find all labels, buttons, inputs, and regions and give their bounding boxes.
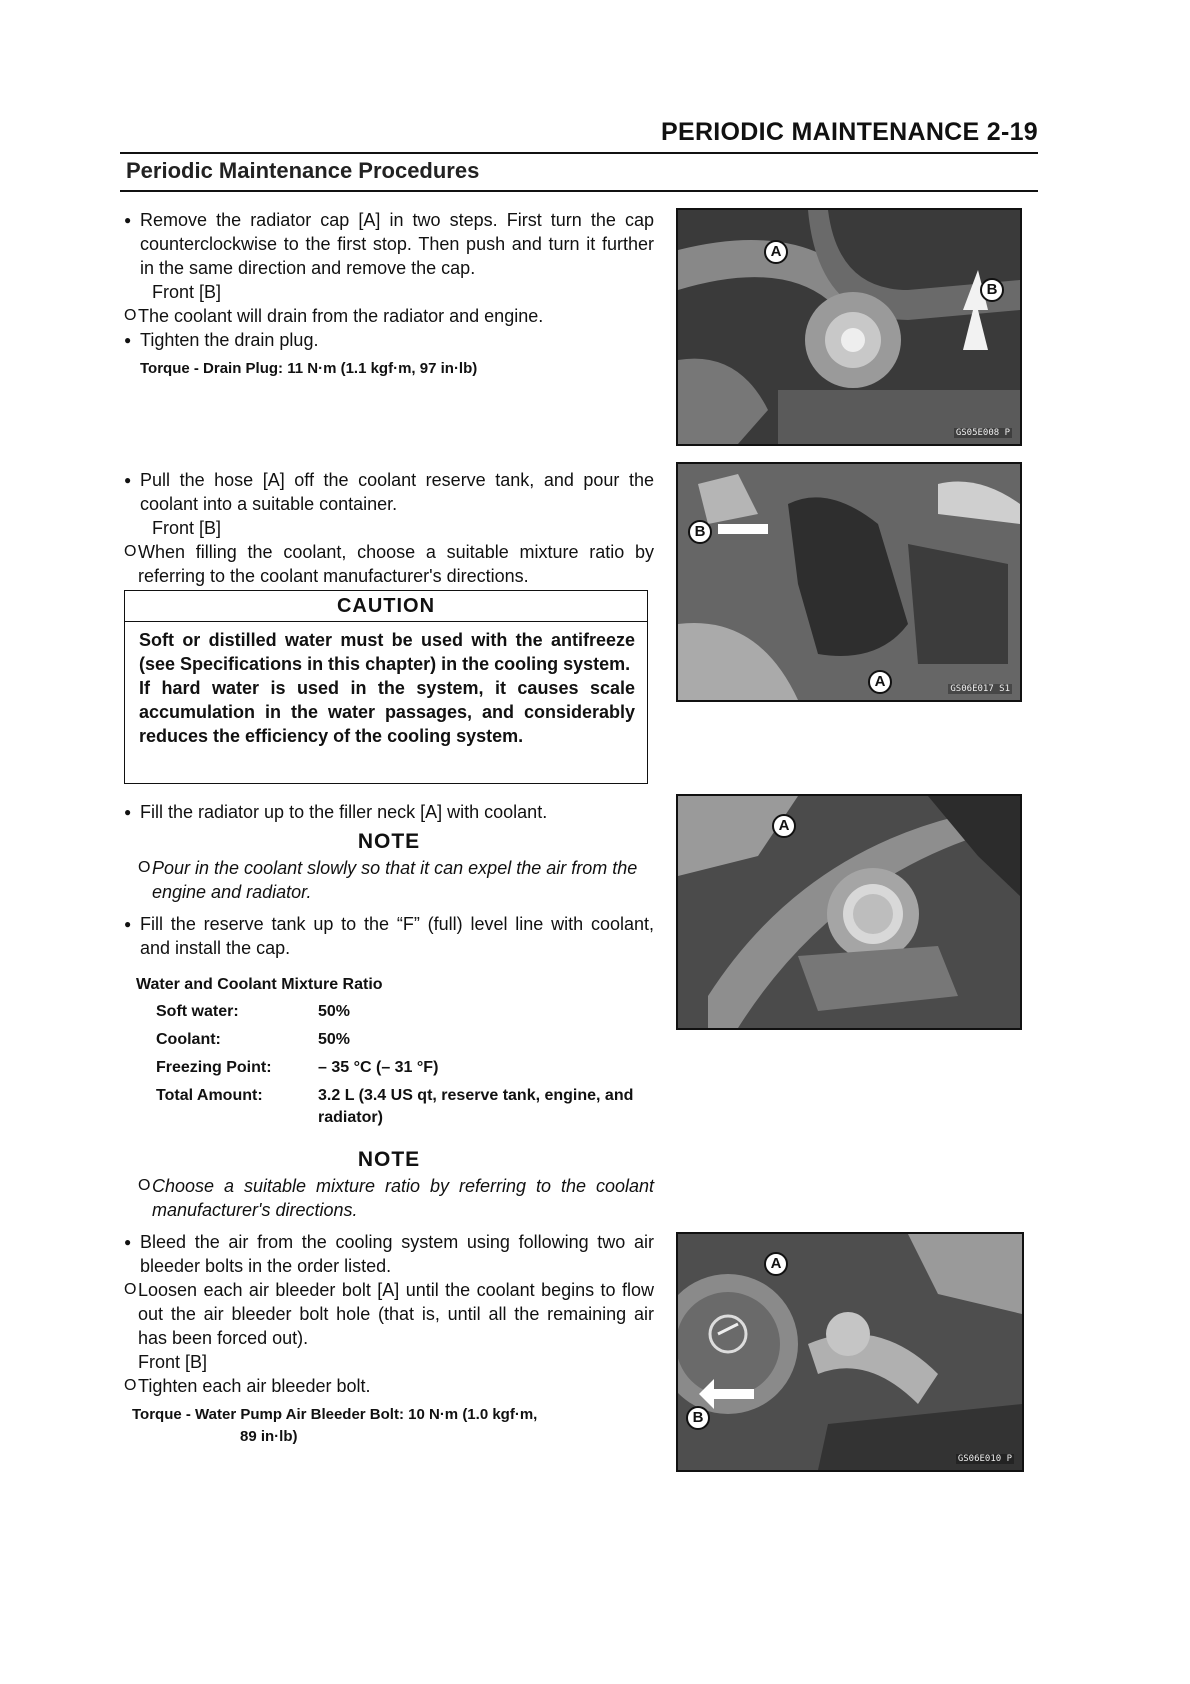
step-fill-radiator bbox=[124, 800, 654, 960]
callout-b: B bbox=[686, 1406, 710, 1430]
photo-radiator-cap-art bbox=[678, 210, 1020, 444]
torque-spec bbox=[124, 1404, 654, 1448]
front-label: Front [B] bbox=[152, 282, 222, 302]
mixture-key: Total Amount: bbox=[156, 1087, 263, 1104]
note-text bbox=[138, 856, 654, 904]
instruction-note: O The coolant will drain from the radiator and engine. bbox=[124, 304, 654, 328]
note-title: NOTE bbox=[357, 830, 421, 853]
figure-code: GS05E008 P bbox=[955, 428, 1010, 438]
mixture-title: Water and Coolant Mixture Ratio bbox=[136, 976, 383, 993]
header-rule bbox=[120, 152, 1038, 154]
mixture-table bbox=[156, 998, 648, 1129]
instruction-note: O When filling the coolant, choose a suitable mixture ratio by referring to the coolant manufacturer's directions. bbox=[124, 540, 654, 588]
mixture-ratio-spec bbox=[136, 972, 656, 1129]
callout-a: A bbox=[764, 1252, 788, 1276]
photo-air-bleeder-art bbox=[678, 1234, 1022, 1470]
callout-b: B bbox=[688, 520, 712, 544]
photo-filler-neck-art bbox=[678, 796, 1020, 1028]
photo-reserve-tank bbox=[676, 462, 1022, 702]
front-label: Front [B] bbox=[152, 518, 222, 538]
instruction-bullet: ● Remove the radiator cap [A] in two steps. First turn the cap counterclockwise to the first stop. Then push and turn it further in the same direction and remove the cap. bbox=[124, 208, 654, 280]
callout-b: B bbox=[980, 278, 1004, 302]
callout-a: A bbox=[772, 814, 796, 838]
torque-spec: Torque - Drain Plug: 11 N·m (1.1 kgf·m, 97 in·lb) bbox=[140, 360, 478, 377]
caution-text bbox=[125, 622, 647, 748]
step-reserve-tank bbox=[124, 468, 654, 588]
section-rule bbox=[120, 190, 1038, 192]
caution-paragraph: Soft or distilled water must be used with the antifreeze (see Specifications in this chapter) in the cooling system. bbox=[139, 630, 635, 674]
mixture-value: – 35 °C (– 31 °F) bbox=[318, 1059, 439, 1076]
mixture-value: 3.2 L (3.4 US qt, reserve tank, engine, and radiator) bbox=[318, 1087, 634, 1126]
callout-a: A bbox=[868, 670, 892, 694]
torque-line: 89 in·lb) bbox=[240, 1428, 298, 1445]
mixture-row bbox=[156, 998, 648, 1026]
mixture-key: Coolant: bbox=[156, 1031, 221, 1048]
mixture-row bbox=[156, 1026, 648, 1054]
front-label: Front [B] bbox=[138, 1352, 208, 1372]
figure-code: GS06E017 S1 bbox=[950, 684, 1010, 694]
mixture-key: Freezing Point: bbox=[156, 1059, 272, 1076]
instruction-bullet: ● Bleed the air from the cooling system using following two air bleeder bolts in the order listed. bbox=[124, 1230, 654, 1278]
callout-a: A bbox=[764, 240, 788, 264]
photo-reserve-tank-art bbox=[678, 464, 1020, 700]
note-text-body: O Pour in the coolant slowly so that it can expel the air from the engine and radiator. bbox=[152, 858, 638, 902]
instruction-note: O Tighten each air bleeder bolt. bbox=[124, 1374, 654, 1398]
step-bleed-air bbox=[124, 1146, 654, 1448]
photo-filler-neck bbox=[676, 794, 1022, 1030]
mixture-row bbox=[156, 1054, 648, 1082]
torque-line: Torque - Water Pump Air Bleeder Bolt: 10 N·m (1.0 kgf·m, bbox=[132, 1406, 538, 1423]
caution-title: CAUTION bbox=[125, 591, 647, 622]
section-title: Periodic Maintenance Procedures bbox=[126, 158, 480, 183]
photo-radiator-cap bbox=[676, 208, 1022, 446]
instruction-bullet: ● Fill the radiator up to the filler neck [A] with coolant. bbox=[124, 800, 654, 824]
mixture-value: 50% bbox=[318, 1031, 351, 1048]
caution-paragraph: If hard water is used in the system, it causes scale accumulation in the water passages, and considerably reduces the efficiency of the cooling system. bbox=[139, 678, 635, 746]
note-text bbox=[138, 1174, 654, 1222]
mixture-value: 50% bbox=[318, 1003, 351, 1020]
mixture-key: Soft water: bbox=[156, 1003, 239, 1020]
note-text-body: O Choose a suitable mixture ratio by referring to the coolant manufacturer's directions. bbox=[152, 1176, 654, 1220]
page-header-title: PERIODIC MAINTENANCE 2-19 bbox=[661, 118, 1038, 146]
instruction-note: O Loosen each air bleeder bolt [A] until the coolant begins to flow out the air bleeder bolt hole (that is, until all the remaining air has been forced out). bbox=[124, 1278, 654, 1350]
step-radiator-cap bbox=[124, 208, 654, 380]
mixture-row bbox=[156, 1082, 648, 1129]
instruction-bullet: ● Tighten the drain plug. bbox=[124, 328, 654, 352]
instruction-bullet: ● Fill the reserve tank up to the “F” (full) level line with coolant, and install the cap. bbox=[124, 912, 654, 960]
instruction-bullet: ● Pull the hose [A] off the coolant reserve tank, and pour the coolant into a suitable container. bbox=[124, 468, 654, 516]
caution-box bbox=[124, 590, 648, 784]
figure-code: GS06E010 P bbox=[957, 1454, 1012, 1464]
note-title: NOTE bbox=[357, 1148, 421, 1171]
photo-air-bleeder bbox=[676, 1232, 1024, 1472]
